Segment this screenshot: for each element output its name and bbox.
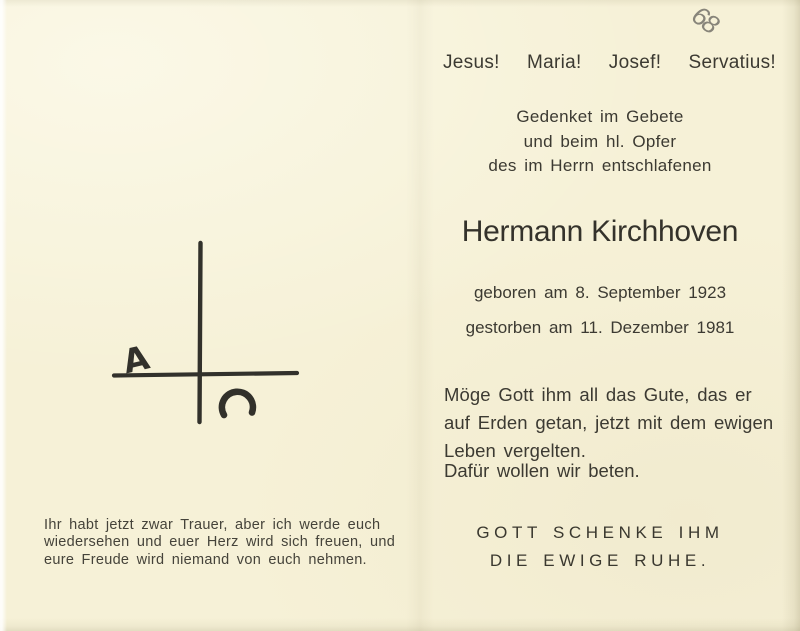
verse-line: eure Freude wird niemand von euch nehmen. — [44, 551, 367, 568]
prayer-text — [444, 381, 774, 465]
invocation-line — [443, 52, 776, 74]
death-date-line: gestorben am 11. Dezember 1981 — [465, 318, 735, 337]
closing-blessing — [420, 519, 780, 574]
invocation-word: Maria! — [526, 52, 582, 73]
intro-line: Gedenket im Gebete — [516, 107, 684, 126]
deceased-name: Hermann Kirchhoven — [461, 215, 739, 248]
prayer-line: auf Erden getan, jetzt mit dem ewigen — [444, 412, 774, 433]
invocation-word: Servatius! — [688, 52, 776, 73]
alpha-letter: A — [119, 337, 153, 382]
cross-vertical-stroke — [200, 243, 201, 422]
prayer-footer: Dafür wollen wir beten. — [444, 460, 640, 481]
birth-date-line: geboren am 8. September 1923 — [473, 283, 727, 302]
invocation-word: Jesus! — [443, 52, 500, 73]
scripture-verse — [44, 517, 396, 569]
omega-icon — [222, 392, 253, 415]
cross-alpha-omega-icon — [100, 233, 310, 433]
invocation-word: Josef! — [608, 52, 662, 73]
closing-line: GOTT SCHENKE IHM — [476, 523, 724, 542]
handwritten-number: 68 — [685, 1, 726, 39]
remembrance-intro — [425, 105, 775, 179]
intro-line: und beim hl. Opfer — [523, 131, 677, 151]
prayer-line: Leben vergelten. — [444, 440, 586, 461]
verse-line: Ihr habt jetzt zwar Trauer, aber ich werde euch — [44, 517, 381, 533]
intro-line: des im Herrn entschlafenen — [488, 156, 712, 175]
closing-line: DIE EWIGE RUHE. — [489, 550, 711, 570]
verse-line: wiedersehen und euer Herz wird sich freuen, und — [44, 534, 396, 551]
prayer-line: Möge Gott ihm all das Gute, das er — [444, 384, 752, 405]
